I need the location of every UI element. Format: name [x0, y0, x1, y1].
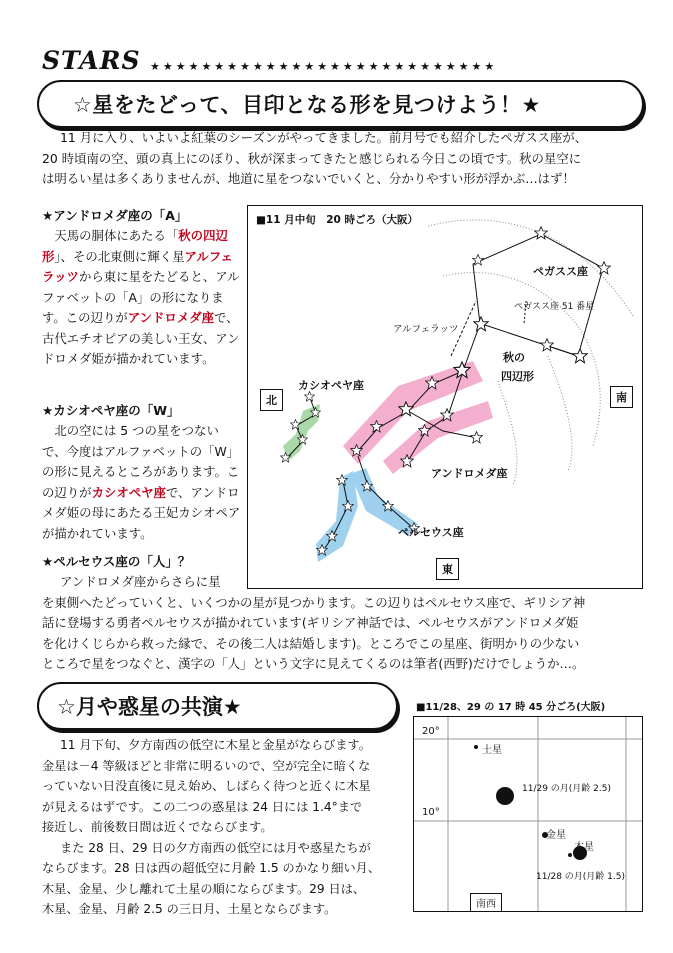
- star-map: [247, 205, 643, 589]
- label-square-1: 秋の: [503, 351, 525, 364]
- star: [471, 432, 483, 443]
- pegasus-figure-outline: [428, 220, 633, 486]
- label-pegasus: ペガスス座: [533, 265, 588, 278]
- perseus-body: アンドロメダ座からさらに星 を東側へたどっていくと、いくつかの星が見つかります。この辺りはペルセウス座で、ギリシア神 話に登場する勇者ペルセウスが描かれています(ギリシア神話では、ペルセウスがアンドロメダ姫 を化けくじらから救った縁で、その後二人は結婚します)。ところでこの星座、街明かりの少ない ところで星をつなぐと、漢字の「人」という文字に見えてくるのは筆者(西野)だけでしょうか…。: [42, 574, 586, 671]
- star: [541, 339, 554, 351]
- intro-line: 20 時頃南の空、頭の真上にのぼり、秋が深まってきたと感じられる今日この頃です。秋の星空に: [42, 150, 582, 166]
- star: [573, 349, 587, 363]
- jupiter-dot: [568, 853, 572, 857]
- andromeda-heading: ★アンドロメダ座の「A」: [42, 208, 188, 223]
- deg-20-label: 20°: [422, 726, 440, 737]
- planet-sky-chart: [413, 716, 643, 912]
- moon-1129-label: 11/29 の月(月齢 2.5): [522, 784, 611, 794]
- decorative-star-row: ★★★★★★★★★★★★★★★★★★★★★★★★★★★: [150, 60, 498, 73]
- moon-planets-headline: ☆月や惑星の共演★: [57, 695, 242, 719]
- section-title: STARS: [42, 46, 141, 75]
- saturn-dot: [474, 745, 478, 749]
- label-pegasus-51: ペガスス座 51 番星: [514, 302, 595, 312]
- moon-1129: [496, 787, 514, 805]
- planets-body: 11 月下旬、夕方南西の低空に木星と金星がならびます。 金星は－4 等級ほどと非常に明るいので、空が完全に暗くな っていない日没直後に見え始め、しばらく待つと近くに木星 が見えるはずです。この二つの惑星は 24 日には 1.4°まで 接近し、前後数日間は近くでならびます。 また 28 日、29 日の夕方南西の低空には月や惑星たちが ならびます。28 日は西の超低空に月齢 1.5 のかなり細い月、 木星、金星、少し離れて土星の順にならびます。29 日は、 木星、金星、月齢 2.5 の三日月、土星とならびます。: [42, 738, 381, 916]
- cassiopeia-body: 北の空には 5 つの星をつないで、今度はアルファベットの「W」の形に見えるところがあります。この辺りがカシオペヤ座で、アンドロメダ姫の母にあたる王妃カシオペアが描かれています。: [42, 423, 241, 541]
- direction-east: 東: [436, 558, 459, 580]
- moon-planets-banner: [37, 682, 398, 730]
- label-alpheratz: アルフェラッツ: [393, 324, 459, 335]
- label-square-2: 四辺形: [501, 370, 534, 383]
- direction-south: 南: [610, 386, 633, 408]
- intro-paragraph: [42, 128, 652, 190]
- map-caption: ■11 月中旬 20 時ごろ（大阪）: [256, 214, 418, 226]
- cassiopeia-section: [42, 401, 242, 544]
- headline-banner: [37, 80, 644, 128]
- andromeda-body: 天馬の胴体にあたる「秋の四辺形」、その北東側に輝く星アルフェラッツから東に星をたどると、アルファベットの「A」の形になります。この辺りがアンドロメダ座で、古代エチオピアの美しい王女、アンドロメダ姫が描かれています。: [42, 228, 240, 366]
- cassiopeia-heading: ★カシオペヤ座の「W」: [42, 403, 180, 418]
- deg-10-label: 10°: [422, 807, 440, 818]
- label-perseus: ペルセウス座: [398, 526, 464, 539]
- saturn-label: 土星: [482, 745, 502, 756]
- label-cassiopeia: カシオペヤ座: [298, 379, 364, 392]
- star: [474, 317, 488, 331]
- andromeda-section: [42, 206, 242, 370]
- perseus-heading: ★ペルセウス座の「人」？: [42, 554, 191, 569]
- intro-line: 11 月に入り、いよいよ紅葉のシーズンがやってきました。前月号でも紹介したペガスス座が、: [60, 130, 588, 145]
- star: [535, 227, 548, 239]
- direction-southwest: 南西: [470, 893, 502, 912]
- moon-1128-label: 11/28 の月(月齢 1.5): [536, 872, 625, 882]
- venus-label: 金星: [546, 830, 566, 841]
- direction-north: 北: [260, 389, 283, 411]
- star: [598, 262, 611, 274]
- label-andromeda: アンドロメダ座: [431, 467, 508, 480]
- planet-chart-caption: ■11/28、29 の 17 時 45 分ごろ(大阪): [416, 702, 606, 713]
- intro-line: は明るい星は多くありませんが、地道に星をつないでいくと、分かりやすい形が浮かぶ…はず！: [42, 171, 575, 186]
- jupiter-label: 木星: [574, 842, 594, 853]
- headline-text: ☆星をたどって、目印となる形を見つけよう！★: [73, 93, 541, 117]
